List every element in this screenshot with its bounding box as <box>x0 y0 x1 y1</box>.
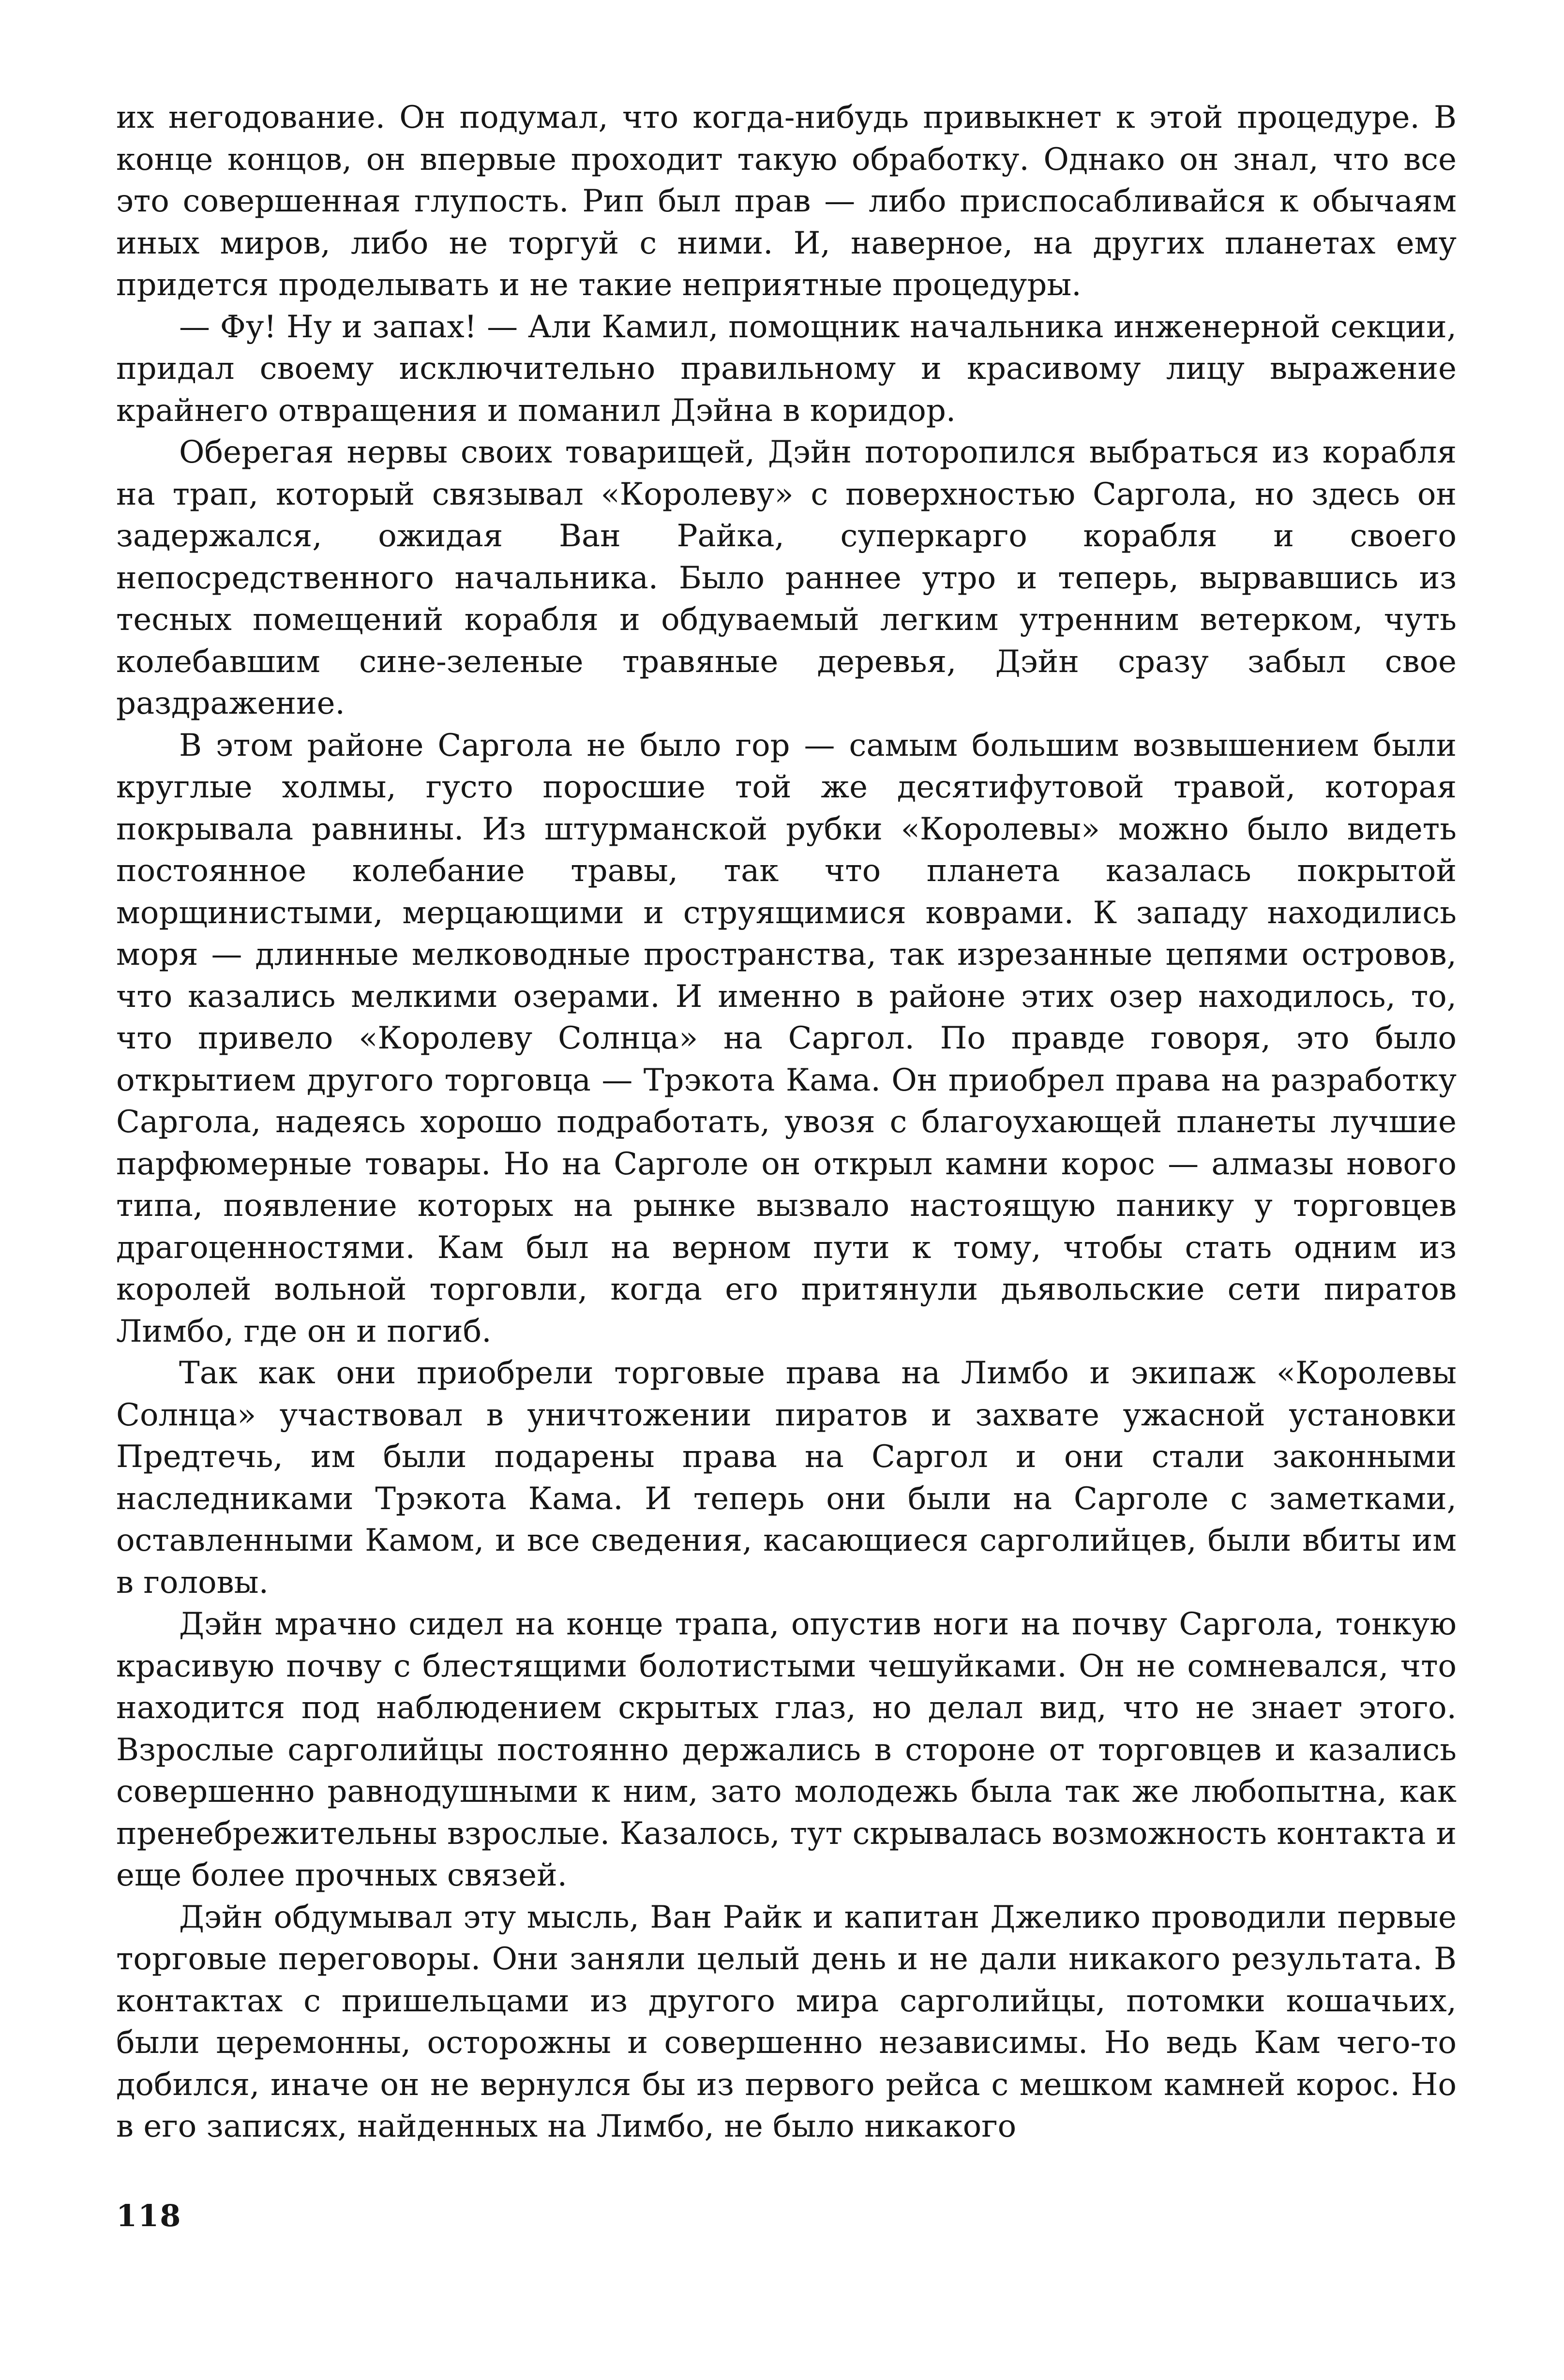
body-text <box>116 97 1457 2148</box>
paragraph-4: В этом районе Саргола не было гор — самым большим возвышением были круглые холмы, густо поросшие той же десятифутовой травой, которая покрывала равнины. Из штурманской рубки «Королевы» можно было видеть постоянное колебание травы, так что планета казалась покрытой морщинистыми, мерцающими и струящимися коврами. К западу находились моря — длинные мелководные пространства, так изрезанные цепями островов, что казались мелкими озерами. И именно в районе этих озер находилось, то, что привело «Королеву Солнца» на Саргол. По правде говоря, это было открытием другого торговца — Трэкота Кама. Он приобрел права на разработку Саргола, надеясь хорошо подработать, увозя с благоухающей планеты лучшие парфюмерные товары. Но на Сарголе он открыл камни корос — алмазы нового типа, появление которых на рынке вызвало настоящую панику у торговцев драгоценностями. Кам был на верном пути к тому, чтобы стать одним из королей вольной торговли, когда его притянули дьявольские сети пиратов Лимбо, где он и погиб. <box>116 727 1457 1349</box>
paragraph-2: — Фу! Ну и запах! — Али Камил, помощник начальника инженерной секции, придал своему исключительно правильному и красивому лицу выражение крайнего отвращения и поманил Дэйна в коридор. <box>116 309 1457 429</box>
paragraph-3: Оберегая нервы своих товарищей, Дэйн поторопился выбраться из корабля на трап, который связывал «Королеву» с поверхностью Саргола, но здесь он задержался, ожидая Ван Райка, суперкарго корабля и своего непосредственного начальника. Было раннее утро и теперь, вырвавшись из тесных помещений корабля и обдуваемый легким утренним ветерком, чуть колебавшим сине-зеленые травяные деревья, Дэйн сразу забыл свое раздражение. <box>116 434 1457 721</box>
paragraph-1: их негодование. Он подумал, что когда-нибудь привыкнет к этой процедуре. В конце концов, он впервые проходит такую обработку. Однако он знал, что все это совершенная глупость. Рип был прав — либо приспосабливайся к обычаям иных миров, либо не торгуй с ними. И, наверное, на других планетах ему придется проделывать и не такие неприятные процедуры. <box>116 100 1457 303</box>
paragraph-5: Так как они приобрели торговые права на Лимбо и экипаж «Королевы Солнца» участвовал в уничтожении пиратов и захвате ужасной установки Предтечь, им были подарены права на Саргол и они стали законными наследниками Трэкота Кама. И теперь они были на Сарголе с заметками, оставленными Камом, и все сведения, касающиеся сарголийцев, были вбиты им в головы. <box>116 1355 1457 1601</box>
page-number: 118 <box>116 2198 182 2233</box>
paragraph-7: Дэйн обдумывал эту мысль, Ван Райк и капитан Джелико проводили первые торговые переговоры. Они заняли целый день и не дали никакого результата. В контактах с пришельцами из другого мира сарголийцы, потомки кошачьих, были церемонны, осторожны и совершенно независимы. Но ведь Кам чего-то добился, иначе он не вернулся бы из первого рейса с мешком камней корос. Но в его записях, найденных на Лимбо, не было никакого <box>116 1899 1457 2144</box>
paragraph-6: Дэйн мрачно сидел на конце трапа, опустив ноги на почву Саргола, тонкую красивую почву с блестящими болотистыми чешуйками. Он не сомневался, что находится под наблюдением скрытых глаз, но делал вид, что не знает этого. Взрослые сарголийцы постоянно держались в стороне от торговцев и казались совершенно равнодушными к ним, зато молодежь была так же любопытна, как пренебрежительны взрослые. Казалось, тут скрывалась возможность контакта и еще более прочных связей. <box>116 1606 1457 1893</box>
